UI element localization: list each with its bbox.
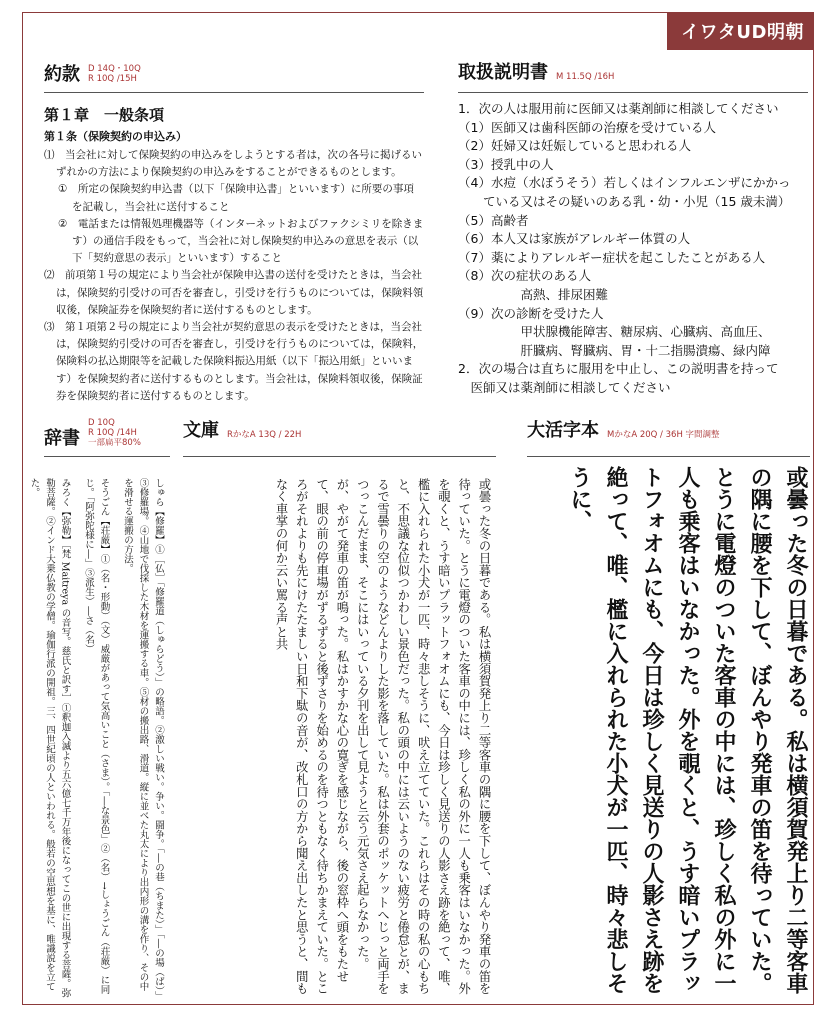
taikatsu-title: 大活字本: [527, 420, 599, 441]
contract-spec: D 14Q・10Q R 10Q /15H: [88, 64, 141, 84]
manual-line: （7）薬によりアレルギー症状を起こしたことがある人: [458, 249, 766, 265]
manual-line: （9）次の診断を受けた人: [458, 305, 604, 321]
bunko-paragraph: が、やがて発車の笛が鳴った。私はかすかな心の寛ぎを感じながら、後の窓枠へ頭をもたせて、眼の前の停車場がずるずると後ずさりを始めるのを待つともなく待ちかまえていた。ところがそれよりも先にけたたましい日和下駄の音が、改札口の方から聞え出したと思うと、間もなく車掌の何か云い罵る声と共: [274, 478, 349, 995]
font-name-badge: イワタUD明朝: [667, 12, 814, 50]
bunko-paragraph: 或曇った冬の日暮である。私は横須賀発上り二等客車の隅に腰を下して、ぼんやり発車の笛を待っていた。とうに電燈のついた客車の中には、珍しく私の外に一人も乗客はいなかった。外を覗くと、うす暗いプラットフォオムにも、今日は珍しく見送りの人影さえ跡を絶って、唯、檻に入れられた小犬が一匹、時々悲しそうに、吠え立てていた。これらはその時の私の心もちと、不思議な位似つかわしい景色だった。私の頭の中には云いようのない疲労と倦怠とが、まるで雪曇りの空のようなどんよりした影を落していた。私は外套のポッケットへじっと両手をつっこんだまま、そこにはいっている夕刊を出して見ようと云う元気さえ起らなかった。: [355, 478, 491, 995]
contract-paragraph: ⑶ 第１項第２号の規定により当会社が契約意思の表示を受けたときは，当会社は，保険契約引受けの可否を審査し，引受けを行うものについては，保険料，保険料の払込期限等を記載した保険料振込用紙（以下「振込用紙」といいます）を保険契約者に送付するものとします。当会社は，保険料領収後，保険証券を保険契約者に送付するものとします。: [44, 321, 424, 402]
dictionary-title: 辞書: [44, 428, 80, 449]
bunko-spec: RかなA 13Q / 22H: [227, 430, 302, 440]
manual-line: 2．次の場合は直ちに服用を中止し、この説明書を持って: [458, 361, 779, 377]
taikatsu-spec: MかなA 20Q / 36H 字間調整: [607, 430, 720, 440]
contract-paragraph: ⑴ 当会社に対して保険契約の申込みをしようとする者は，次の各号に掲げるいずれかの方法により保険契約の申込みをすることができるものとします。: [44, 149, 422, 179]
bunko-title: 文庫: [183, 420, 219, 441]
bunko-header: [183, 422, 301, 440]
manual-line: 甲状腺機能障害、糖尿病、心臓病、高血圧、: [458, 324, 771, 340]
manual-line: （2）妊婦又は妊娠していると思われる人: [458, 138, 691, 154]
dictionary-body: [28, 478, 166, 998]
taikatsu-rule: [527, 456, 810, 457]
manual-line: 医師又は薬剤師に相談してください: [458, 379, 671, 395]
chapter-heading: 第１章 一般条項: [44, 106, 165, 124]
taikatsu-paragraph: 或曇った冬の日暮である。私は横須賀発上り二等客車の隅に腰を下して、ぼんやり発車の笛を待っていた。とうに電燈のついた客車の中には、珍しく私の外に一人も乗客はいなかった。外を覗くと、うす暗いプラットフォオムにも、今日は珍しく見送りの人影さえ跡を絶って、唯、檻に入れられた小犬が一匹、時々悲しそうに、: [567, 466, 809, 994]
dictionary-entry: みろく【弥勒】［梵 Maitreya の音写。慈氏と訳す］①釈迦入滅より五六億七千万年後になってこの世に出現する菩薩。弥勒菩薩。②インド大乗仏教の学僧。瑜伽行派の開祖。三、四世紀頃の人といわれる。般若の空思想を基に、唯識説を立てた。: [28, 478, 71, 998]
manual-line: （4）水痘（水ぼうそう）若しくはインフルエンザにかかっ: [458, 175, 791, 191]
taikatsu-body: [516, 466, 814, 1001]
contract-paragraph: ① 所定の保険契約申込書（以下「保険申込書」といいます）に所要の事項を記載し，当会社に送付すること: [58, 183, 414, 213]
dictionary-header: [44, 418, 141, 448]
manual-line: （5）高齢者: [458, 212, 529, 228]
manual-rule: [458, 92, 808, 93]
bunko-body: [180, 478, 494, 998]
manual-line: （1）医師又は歯科医師の治療を受けている人: [458, 119, 716, 135]
manual-line: ている又はその疑いのある乳・幼・小児（15 歳未満）: [458, 193, 791, 209]
manual-line: （3）授乳中の人: [458, 156, 554, 172]
manual-line: 肝臓病、腎臓病、胃・十二指腸潰瘍、緑内障: [458, 342, 771, 358]
contract-paragraph: ⑵ 前項第１号の規定により当会社が保険申込書の送付を受けたときは，当会社は，保険契約引受けの可否を審査し，引受けを行うものについては，保険料領収後，保険証券を保険契約者に送付するものとします。: [44, 269, 424, 316]
manual-spec: M 11.5Q /16H: [556, 72, 615, 82]
manual-title: 取扱説明書: [458, 62, 548, 83]
bunko-rule: [183, 456, 496, 457]
contract-title: 約款: [44, 64, 80, 85]
manual-line: （8）次の症状のある人: [458, 268, 591, 284]
contract-paragraph: ② 電話または情報処理機器等（インターネットおよびファクシミリを除きます）の通信手段をもって，当会社に対し保険契約申込みの意思を表示（以下「契約意思の表示」といいます）すること: [58, 217, 424, 265]
manual-line: 高熱、排尿困難: [458, 286, 609, 302]
manual-body: [458, 100, 808, 398]
manual-header: [458, 64, 614, 82]
dictionary-spec: D 10Q R 10Q /14H 一部扁平80%: [88, 418, 141, 448]
dictionary-entry: そうごん【荘厳】①（名・形動）（文）威厳があって気高いこと（さま）。「―な景色」②（名）→しょうごん（荘厳）に同じ。「阿弥陀様に―」③派生）―さ（名）: [83, 478, 110, 995]
manual-line: （6）本人又は家族がアレルギー体質の人: [458, 231, 691, 247]
taikatsu-header: [527, 422, 720, 440]
contract-body: [44, 104, 424, 405]
contract-header: [44, 64, 141, 84]
dictionary-entry: しゅら【修羅】①［仏］「修羅道（しゅらどう）」の略語。②激しい戦い。争い。闘争。「―の巷（ちまた）」「―の場（ば）」③修羅場。④山地で伐採した木材を運搬する車。⑤材の搬出路、滑道。縦に並べた丸太により出内形の溝を作り、その中を滑せる運搬の方法。: [122, 478, 164, 996]
contract-rule: [44, 92, 424, 93]
manual-line: 1．次の人は服用前に医師又は薬剤師に相談してください: [458, 101, 779, 116]
dictionary-rule: [44, 456, 170, 457]
article-heading: 第１条（保険契約の申込み）: [44, 130, 187, 143]
